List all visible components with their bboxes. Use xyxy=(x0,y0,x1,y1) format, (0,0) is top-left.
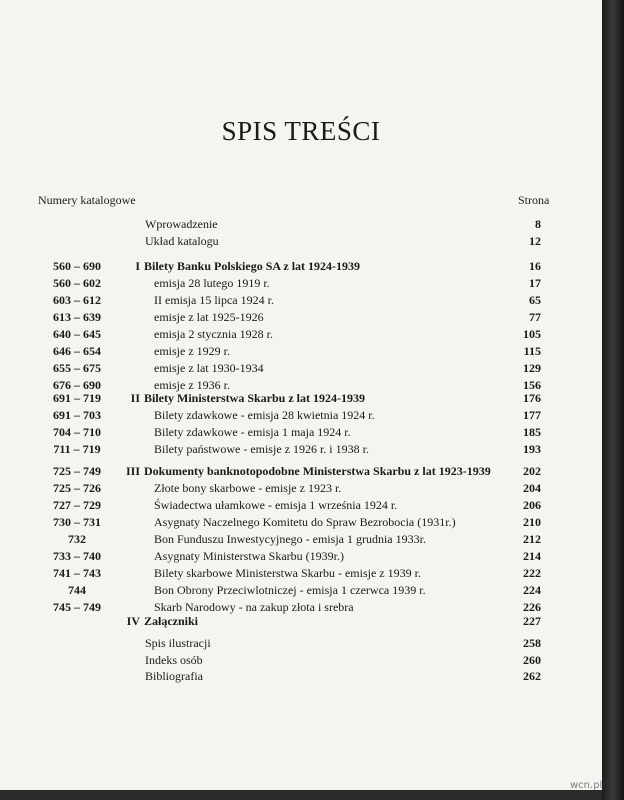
section-numeral: I xyxy=(135,259,140,273)
page-column-header: Strona xyxy=(518,193,550,207)
page-number: 105 xyxy=(523,327,541,341)
page-number: 222 xyxy=(523,566,541,580)
toc-entry-label: emisja 2 stycznia 1928 r. xyxy=(154,327,273,341)
catalog-range: 640 – 645 xyxy=(53,327,101,341)
page-number: 260 xyxy=(523,653,541,667)
catalog-range: 704 – 710 xyxy=(53,425,101,439)
toc-entry-label: Bon Obrony Przeciwlotniczej - emisja 1 czerwca 1939 r. xyxy=(154,583,426,597)
toc-entry-label: emisje z 1936 r. xyxy=(154,378,230,392)
page-number: 8 xyxy=(535,217,541,231)
toc-entry-label: Bilety zdawkowe - emisja 1 maja 1924 r. xyxy=(154,425,351,439)
page-number: 16 xyxy=(529,259,541,273)
catalog-range: 725 – 749 xyxy=(53,464,101,478)
catalog-range: 711 – 719 xyxy=(53,442,101,456)
toc-row xyxy=(0,326,602,342)
page-number: 227 xyxy=(523,614,541,628)
toc-row xyxy=(0,258,602,274)
toc-row xyxy=(0,514,602,530)
toc-row xyxy=(0,390,602,406)
book-page-edge xyxy=(602,0,624,800)
toc-row xyxy=(0,565,602,581)
toc-row xyxy=(0,635,602,651)
page-number: 258 xyxy=(523,636,541,650)
catalog-range: 745 – 749 xyxy=(53,600,101,614)
toc-row xyxy=(0,480,602,496)
page-number: 115 xyxy=(523,344,541,358)
catalog-range: 727 – 729 xyxy=(53,498,101,512)
toc-entry-label: Świadectwa ułamkowe - emisja 1 września 1924 r. xyxy=(154,498,398,512)
catalog-range: 613 – 639 xyxy=(53,310,101,324)
toc-entry-label: Bilety skarbowe Ministerstwa Skarbu - emisje z 1939 r. xyxy=(154,566,421,580)
toc-entry-label: Złote bony skarbowe - emisje z 1923 r. xyxy=(154,481,342,495)
section-numeral: III xyxy=(125,464,140,478)
page-number: 156 xyxy=(523,378,541,392)
toc-row xyxy=(0,309,602,325)
page-number: 12 xyxy=(529,234,541,248)
page-number: 176 xyxy=(523,391,541,405)
toc-row xyxy=(0,407,602,423)
toc-entry-label: Asygnaty Ministerstwa Skarbu (1939r.) xyxy=(154,549,344,563)
catalog-range: 733 – 740 xyxy=(53,549,101,563)
page-number: 214 xyxy=(523,549,541,563)
catalog-range: 646 – 654 xyxy=(53,344,101,358)
page-number: 226 xyxy=(523,600,541,614)
page-number: 224 xyxy=(523,583,541,597)
toc-entry-label: Skarb Narodowy - na zakup złota i srebra xyxy=(154,600,354,614)
page-number: 185 xyxy=(523,425,541,439)
toc-entry-label: Asygnaty Naczelnego Komitetu do Spraw Bezrobocia (1931r.) xyxy=(154,515,456,529)
toc-entry-label: emisje z 1929 r. xyxy=(154,344,230,358)
page-number: 202 xyxy=(523,464,541,478)
toc-entry-label: Bilety zdawkowe - emisja 28 kwietnia 1924 r. xyxy=(154,408,375,422)
catalog-range: 603 – 612 xyxy=(53,293,101,307)
toc-entry-label: Dokumenty banknotopodobne Ministerstwa Skarbu z lat 1923-1939 xyxy=(144,464,491,478)
toc-row xyxy=(0,463,602,479)
toc-entry-label: II emisja 15 lipca 1924 r. xyxy=(154,293,274,307)
toc-row xyxy=(0,216,602,232)
page-number: 262 xyxy=(523,669,541,683)
catalog-range: 741 – 743 xyxy=(53,566,101,580)
catalog-range: 744 xyxy=(68,583,86,597)
catalog-range: 732 xyxy=(68,532,86,546)
catalog-numbers-header: Numery katalogowe xyxy=(38,193,136,207)
toc-entry-label: Układ katalogu xyxy=(145,234,219,248)
toc-entry-label: Załączniki xyxy=(144,614,199,628)
toc-entry-label: emisje z lat 1925-1926 xyxy=(154,310,264,324)
page-title: SPIS TREŚCI xyxy=(221,116,381,146)
page-number: 65 xyxy=(529,293,541,307)
toc-entry-label: emisja 28 lutego 1919 r. xyxy=(154,276,270,290)
watermark: wcn.pl xyxy=(570,780,603,791)
toc-row xyxy=(0,343,602,359)
page-number: 206 xyxy=(523,498,541,512)
catalog-range: 691 – 719 xyxy=(53,391,101,405)
toc-entry-label: Indeks osób xyxy=(145,653,203,667)
page-number: 177 xyxy=(523,408,541,422)
toc-entry-label: Bibliografia xyxy=(145,669,203,683)
page-number: 193 xyxy=(523,442,541,456)
catalog-range: 691 – 703 xyxy=(53,408,101,422)
page-number: 204 xyxy=(523,481,541,495)
page-number: 17 xyxy=(529,276,541,290)
toc-row xyxy=(0,441,602,457)
toc-row xyxy=(0,668,602,684)
toc-entry-label: Bon Funduszu Inwestycyjnego - emisja 1 grudnia 1933r. xyxy=(154,532,426,546)
toc-entry-label: Bilety państwowe - emisje z 1926 r. i 1938 r. xyxy=(154,442,369,456)
catalog-range: 560 – 602 xyxy=(53,276,101,290)
toc-row xyxy=(0,233,602,249)
toc-row xyxy=(0,275,602,291)
page-number: 210 xyxy=(523,515,541,529)
toc-row xyxy=(0,360,602,376)
catalog-range: 676 – 690 xyxy=(53,378,101,392)
page-number: 212 xyxy=(523,532,541,546)
toc-row xyxy=(0,292,602,308)
page-number: 77 xyxy=(529,310,541,324)
catalog-range: 725 – 726 xyxy=(53,481,101,495)
toc-row xyxy=(0,548,602,564)
catalog-range: 560 – 690 xyxy=(53,259,101,273)
toc-entry-label: Bilety Ministerstwa Skarbu z lat 1924-1939 xyxy=(144,391,365,405)
toc-row xyxy=(0,582,602,598)
section-numeral: II xyxy=(130,391,140,405)
toc-entry-label: Wprowadzenie xyxy=(145,217,218,231)
toc-entry-label: emisje z lat 1930-1934 xyxy=(154,361,264,375)
catalog-range: 730 – 731 xyxy=(53,515,101,529)
toc-entry-label: Spis ilustracji xyxy=(145,636,211,650)
toc-row xyxy=(0,531,602,547)
catalog-range: 655 – 675 xyxy=(53,361,101,375)
toc-row xyxy=(0,613,602,629)
toc-row xyxy=(0,424,602,440)
toc-row xyxy=(0,652,602,668)
toc-entry-label: Bilety Banku Polskiego SA z lat 1924-1939 xyxy=(144,259,361,273)
page-number: 129 xyxy=(523,361,541,375)
toc-row xyxy=(0,497,602,513)
section-numeral: IV xyxy=(126,614,140,628)
